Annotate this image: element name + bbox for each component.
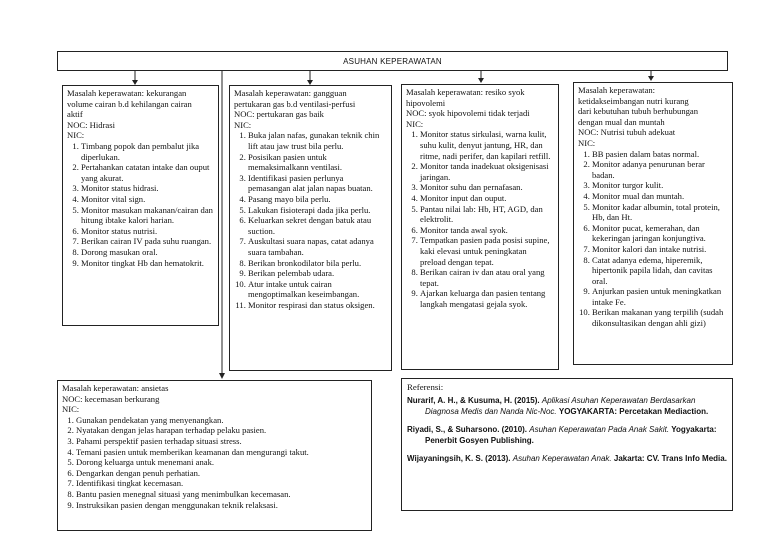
- reference-title: Asuhan Keperawatan Pada Anak Sakit.: [529, 425, 670, 434]
- list-item: 8. Bantu pasien menegnal situasi yang menimbulkan kecemasan.: [76, 489, 367, 500]
- list-item: 1. Buka jalan nafas, gunakan teknik chin lift atau jaw trust bila perlu.: [248, 130, 387, 151]
- card-line: NIC:: [67, 130, 85, 141]
- reference-authors: Riyadi, S., & Suharsono. (2010).: [407, 425, 528, 434]
- list-item: 7. Tempatkan pasien pada posisi supine, kaki elevasi untuk peningkatan preload dengan tepat.: [420, 235, 554, 267]
- title-text: ASUHAN KEPERAWATAN: [343, 56, 442, 66]
- nic-list: [406, 129, 554, 309]
- card-line: NOC: kecemasan berkurang: [62, 393, 160, 404]
- reference-publisher: Yogyakarta: Penerbit Gosyen Publishing.: [425, 425, 717, 445]
- card-line: NIC:: [62, 404, 80, 415]
- list-item: 9. Anjurkan pasien untuk meningkatkan intake Fe.: [592, 286, 728, 307]
- list-item: 4. Monitor vital sign.: [81, 194, 214, 205]
- list-item: 5. Monitor masukan makanan/cairan dan hitung ibtake kalori harian.: [81, 205, 214, 226]
- list-item: 7. Auskultasi suara napas, catat adanya suara tambahan.: [248, 236, 387, 257]
- arrow-head-icon: [219, 373, 225, 379]
- list-item: 2. Pertahankan catatan intake dan ouput yang akurat.: [81, 162, 214, 183]
- list-item: 7. Identifikasi tingkat kecemasan.: [76, 478, 367, 489]
- card-line: NOC: Nutrisi tubuh adekuat: [578, 127, 676, 138]
- list-item: 4. Pasang mayo bila perlu.: [248, 194, 387, 205]
- list-item: 11. Monitor respirasi dan status oksigen.: [248, 300, 387, 311]
- list-item: 10. Berikan makanan yang terpilih (sudah dikonsultasikan dengan ahli gizi): [592, 307, 728, 328]
- card-line: NIC:: [406, 118, 424, 129]
- list-item: 2. Monitor adanya penurunan berar badan.: [592, 159, 728, 180]
- list-item: 5. Dorong keluarga untuk menemani anak.: [76, 457, 367, 468]
- card-line: NIC:: [578, 137, 596, 148]
- card-line: Masalah keperawatan: kekurangan: [67, 88, 187, 98]
- nic-list: [67, 141, 214, 268]
- list-item: 8. Berikan cairan iv dan atau oral yang tepat.: [420, 267, 554, 288]
- card-line: Masalah keperawatan: gangguan: [234, 88, 347, 98]
- card-kekurangan-volume-cairan: [62, 85, 219, 326]
- list-item: 9. Ajarkan keluarga dan pasien tentang langkah mengatasi gejala syok.: [420, 288, 554, 309]
- list-item: 8. Catat adanya edema, hiperemik, hipertonik papila lidah, dan cavitas oral.: [592, 255, 728, 287]
- reference-publisher: Jakarta: CV. Trans Info Media.: [613, 454, 727, 463]
- list-item: 5. Pantau nilai lab: Hb, HT, AGD, dan elektrolit.: [420, 204, 554, 225]
- list-item: 4. Monitor input dan ouput.: [420, 193, 554, 204]
- reference-title: Asuhan Keperawatan Anak.: [512, 454, 612, 463]
- list-item: 5. Lakukan fisioterapi dada jika perlu.: [248, 205, 387, 216]
- nic-list: [578, 149, 728, 329]
- reference-entry: [407, 453, 727, 464]
- card-line: volume cairan b.d kehilangan cairan: [67, 98, 192, 109]
- list-item: 3. Monitor status hidrasi.: [81, 183, 214, 194]
- card-line: NOC: pertukaran gas baik: [234, 109, 324, 120]
- card-line: ketidakseimbangan nutri kurang: [578, 95, 689, 106]
- list-item: 4. Temani pasien untuk memberikan keamanan dan mengurangi takut.: [76, 447, 367, 458]
- nic-list: [62, 415, 367, 510]
- list-item: 1. Timbang popok dan pembalut jika diperlukan.: [81, 141, 214, 162]
- card-line: Masalah keperawatan: ansietas: [62, 383, 169, 393]
- arrow-head-icon: [478, 78, 484, 83]
- list-item: 4. Monitor mual dan muntah.: [592, 191, 728, 202]
- list-item: 6. Monitor pucat, kemerahan, dan kekeringan jaringan konjungtiva.: [592, 223, 728, 244]
- list-item: 5. Monitor kadar albumin, total protein, Hb, dan Ht.: [592, 202, 728, 223]
- diagram-title: [57, 51, 728, 71]
- reference-entry: [407, 424, 727, 446]
- reference-authors: Wijayaningsih, K. S. (2013).: [407, 454, 511, 463]
- list-item: 6. Monitor tanda awal syok.: [420, 225, 554, 236]
- card-line: Masalah keperawatan: resiko syok: [406, 87, 525, 97]
- list-item: 9. Monitor tingkat Hb dan hematokrit.: [81, 258, 214, 269]
- card-line: dari kebutuhan tubuh berhubungan: [578, 106, 699, 117]
- list-item: 3. Monitor turgor kulit.: [592, 180, 728, 191]
- references-heading: Referensi:: [407, 382, 444, 392]
- list-item: 6. Keluarkan sekret dengan batuk atau suction.: [248, 215, 387, 236]
- list-item: 2. Posisikan pasien untuk memaksimalkann ventilasi.: [248, 152, 387, 173]
- reference-entry: [407, 395, 727, 417]
- list-item: 8. Berikan bronkodilator bila perlu.: [248, 258, 387, 269]
- list-item: 7. Monitor kalori dan intake nutrisi.: [592, 244, 728, 255]
- reference-authors: Nurarif, A. H., & Kusuma, H. (2015).: [407, 396, 540, 405]
- list-item: 2. Nyatakan dengan jelas harapan terhadap pelaku pasien.: [76, 425, 367, 436]
- list-item: 6. Monitor status nutrisi.: [81, 226, 214, 237]
- card-line: Masalah keperawatan:: [578, 85, 656, 95]
- card-ketidakseimbangan-nutrisi: [573, 82, 733, 365]
- list-item: 8. Dorong masukan oral.: [81, 247, 214, 258]
- card-line: NOC: Hidrasi: [67, 119, 115, 130]
- reference-title: Aplikasi Asuhan Keperawatan Berdasarkan Diagnosa Medis dan Nanda Nic-Noc.: [425, 396, 696, 416]
- list-item: 2. Monitor tanda inadekuat oksigenisasi jaringan.: [420, 161, 554, 182]
- card-resiko-syok-hipovolemi: [401, 84, 559, 370]
- card-line: dengan mual dan muntah: [578, 116, 665, 127]
- list-item: 6. Dengarkan dengan penuh perhatian.: [76, 468, 367, 479]
- list-item: 9. Berikan pelembab udara.: [248, 268, 387, 279]
- list-item: 1. Monitor status sirkulasi, warna kulit, suhu kulit, denyut jantung, HR, dan ritme, nadi perifer, dan kapilari retfill.: [420, 129, 554, 161]
- list-item: 1. Gunakan pendekatan yang menyenangkan.: [76, 415, 367, 426]
- list-item: 1. BB pasien dalam batas normal.: [592, 149, 728, 160]
- list-item: 3. Monitor suhu dan pernafasan.: [420, 182, 554, 193]
- nic-list: [234, 130, 387, 310]
- card-line: hipovolemi: [406, 97, 446, 108]
- card-line: aktif: [67, 109, 83, 120]
- list-item: 7. Berikan cairan IV pada suhu ruangan.: [81, 236, 214, 247]
- arrow-head-icon: [648, 76, 654, 81]
- card-line: NOC: syok hipovolemi tidak terjadi: [406, 108, 530, 119]
- list-item: 10. Atur intake untuk cairan mengoptimalkan keseimbangan.: [248, 279, 387, 300]
- card-ansietas: [57, 380, 372, 531]
- references-box: [401, 378, 733, 511]
- list-item: 3. Identifikasi pasien perlunya pemasangan alat jalan napas buatan.: [248, 173, 387, 194]
- list-item: 3. Pahami perspektif pasien terhadap situasi stress.: [76, 436, 367, 447]
- card-gangguan-pertukaran-gas: [229, 85, 392, 371]
- card-line: NIC:: [234, 119, 252, 130]
- list-item: 9. Instruksikan pasien dengan menggunakan teknik relaksasi.: [76, 500, 367, 511]
- card-line: pertukaran gas b.d ventilasi-perfusi: [234, 98, 356, 109]
- reference-publisher: YOGYAKARTA: Percetakan Mediaction.: [558, 407, 709, 416]
